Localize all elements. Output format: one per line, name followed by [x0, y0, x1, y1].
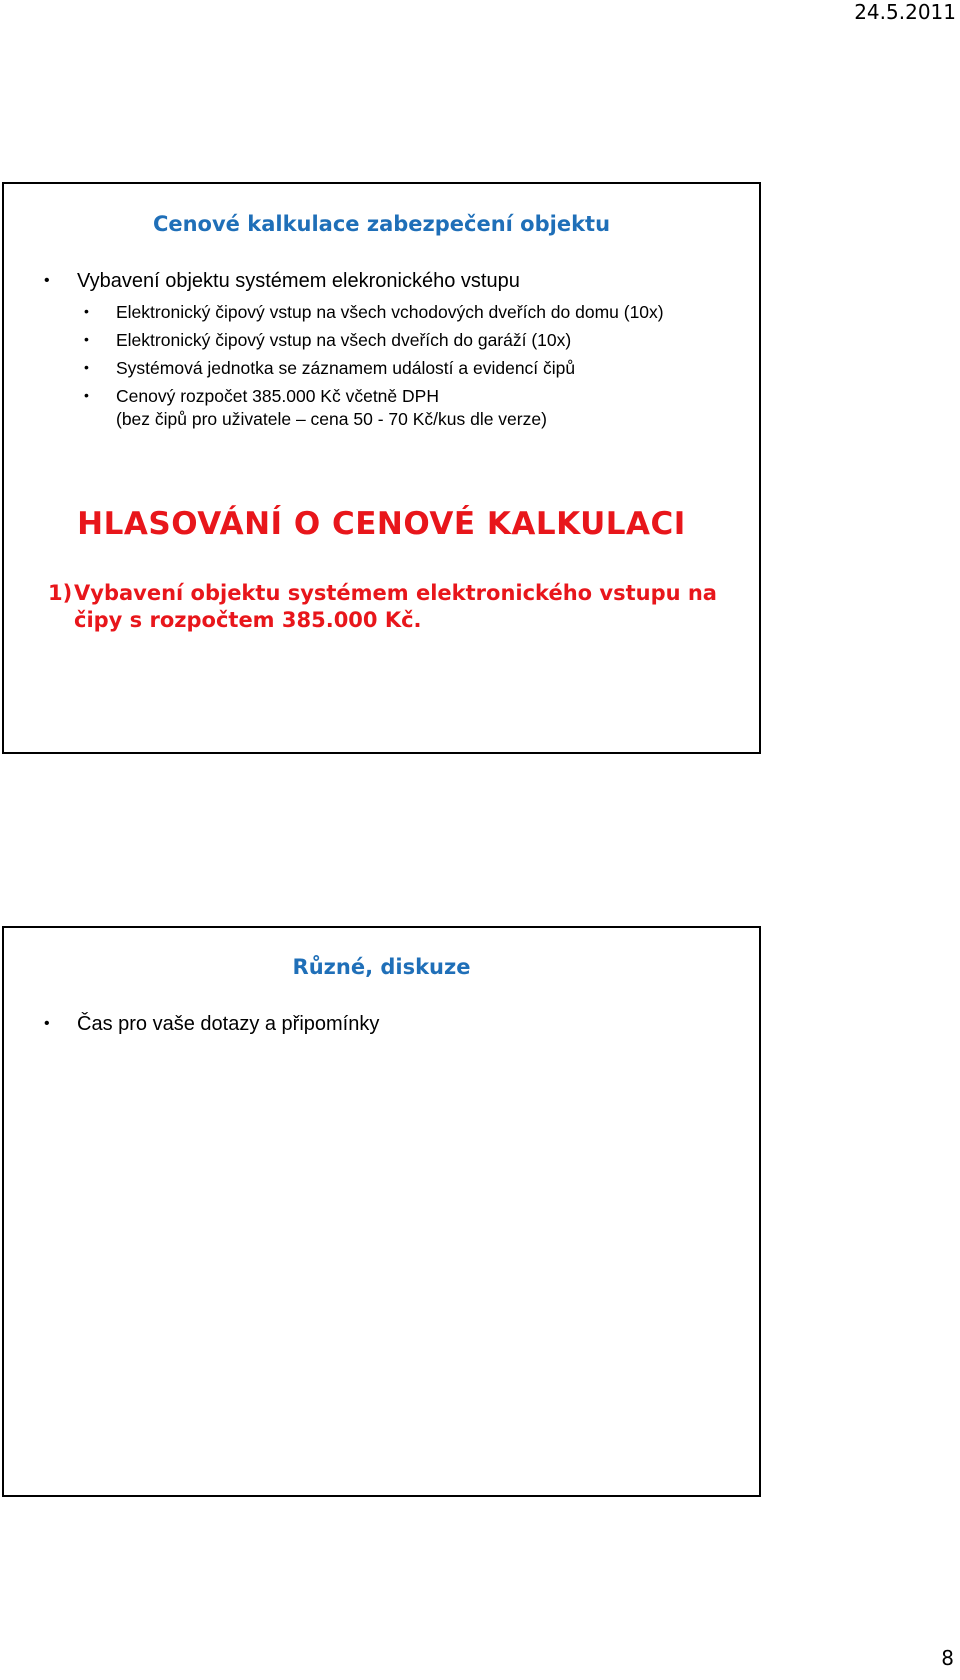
bullet-icon: •: [44, 1015, 50, 1032]
page-number: 8: [941, 1646, 954, 1670]
bullet-icon: •: [84, 331, 89, 347]
vote-heading: HLASOVÁNÍ O CENOVÉ KALKULACI: [77, 506, 686, 542]
vote-item: [48, 580, 753, 634]
sub-bullet-text: Elektronický čipový vstup na všech dveřích do garáží (10x): [116, 330, 572, 350]
bullet-icon: •: [84, 303, 89, 319]
slide-cenove-kalkulace: [2, 182, 761, 754]
sub-bullet-text: Cenový rozpočet 385.000 Kč včetně DPH: [116, 386, 439, 406]
slide-ruzne-diskuze: [2, 926, 761, 1497]
main-bullet-text: Vybavení objektu systémem elekronického vstupu: [77, 270, 520, 292]
bullet-icon: •: [84, 359, 89, 375]
sub-bullet-text: Systémová jednotka se záznamem událostí a evidencí čipů: [116, 358, 576, 378]
vote-item-number: 1): [48, 581, 73, 605]
sub-bullet-continuation: (bez čipů pro uživatele – cena 50 - 70 Kč/kus dle verze): [116, 409, 547, 429]
sub-bullet-text: Elektronický čipový vstup na všech vchodových dveřích do domu (10x): [116, 302, 664, 322]
main-bullet-text: Čas pro vaše dotazy a připomínky: [77, 1013, 380, 1035]
vote-item-text: Vybavení objektu systémem elektronického vstupu na čipy s rozpočtem 385.000 Kč.: [74, 581, 717, 632]
bullet-icon: •: [84, 387, 89, 403]
slide-title: Různé, diskuze: [292, 955, 471, 979]
slide-title: Cenové kalkulace zabezpečení objektu: [152, 212, 611, 236]
bullet-icon: •: [44, 272, 50, 289]
page-date: 24.5.2011: [854, 0, 956, 24]
